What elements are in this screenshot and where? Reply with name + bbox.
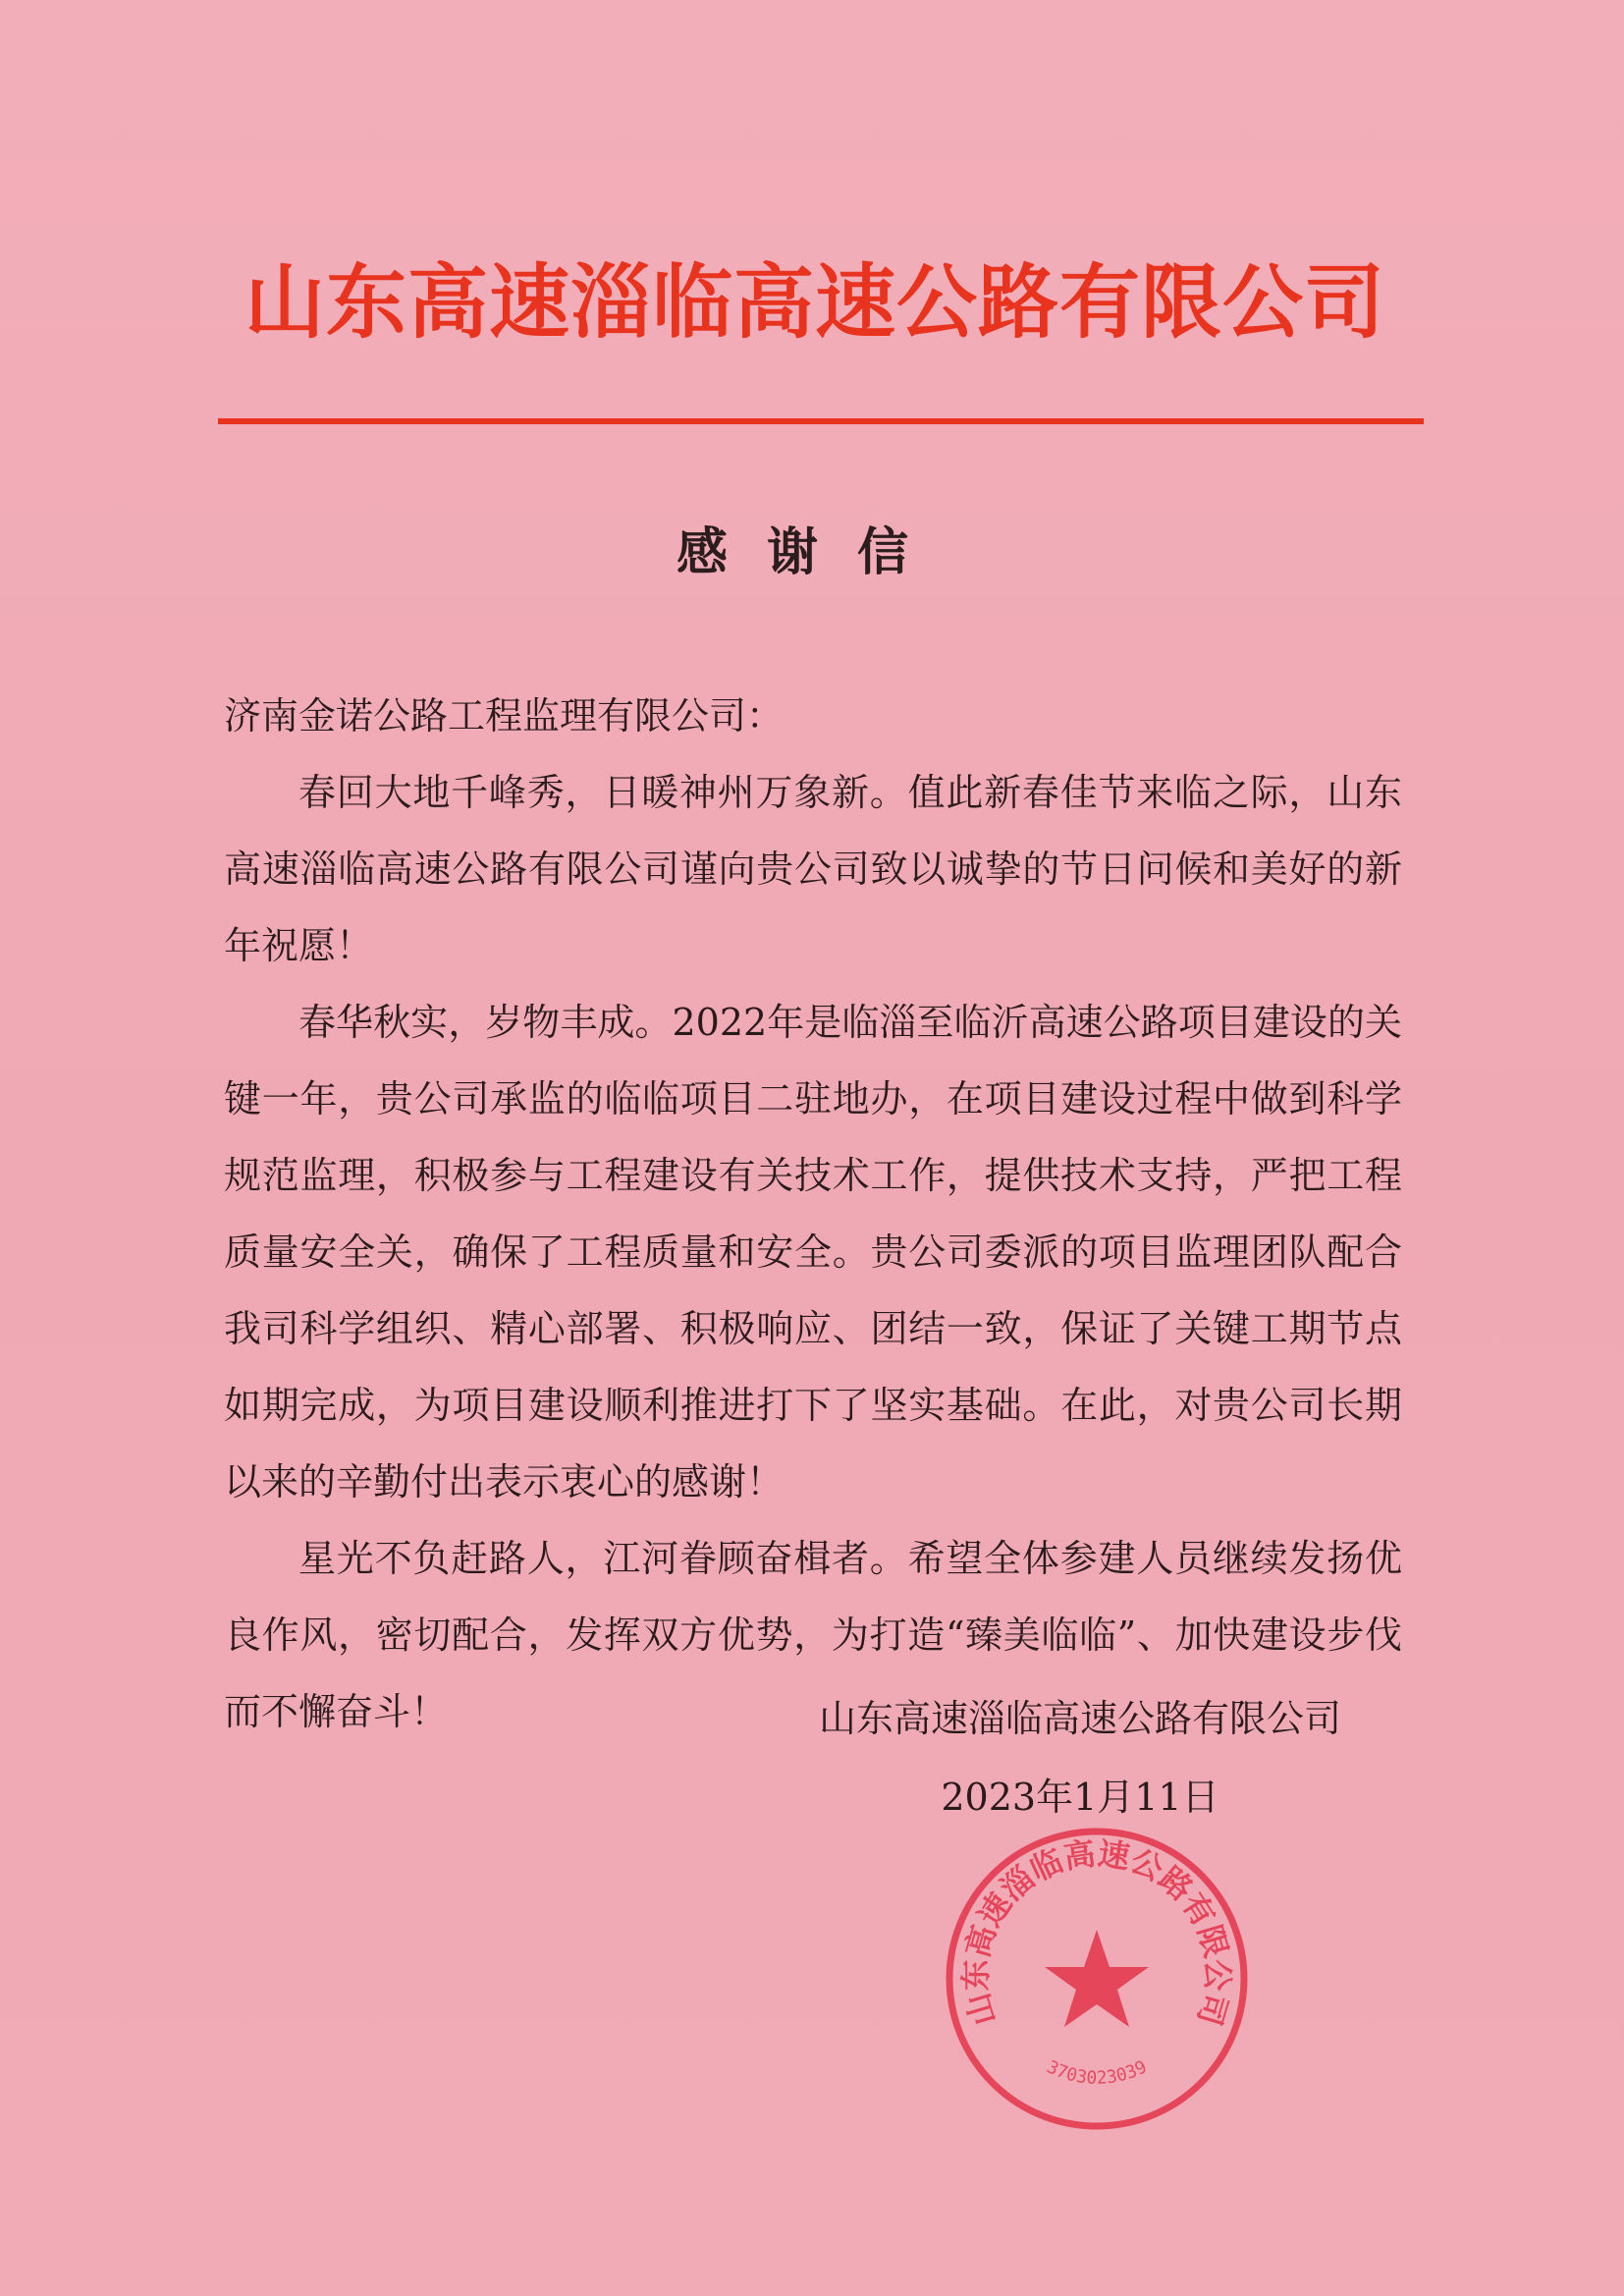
company-seal-icon bbox=[935, 1817, 1259, 2141]
signature-date: 2023年1月11日 bbox=[941, 1776, 1219, 1819]
paragraph-3: 星光不负赶路人，江河眷顾奋楫者。希望全体参建人员继续发扬优良作风，密切配合，发挥双方优势，为打造“臻美临临”、加快建设步伐而不懈奋斗！ bbox=[224, 1537, 1402, 1733]
letterhead-red-rule bbox=[218, 418, 1424, 424]
svg-text:3703023039 bbox=[1044, 2056, 1151, 2089]
letter-title: 感谢信 bbox=[676, 523, 947, 582]
signature-block bbox=[776, 1679, 1384, 1836]
paragraph-2: 春华秋实，岁物丰成。2022年是临淄至临沂高速公路项目建设的关键一年，贵公司承监的临临项目二驻地办，在项目建设过程中做到科学规范监理，积极参与工程建设有关技术工作，提供技术支持，严把工程质量安全关，确保了工程质量和安全。贵公司委派的项目监理团队配合我司科学组织、精心部署、积极响应、团结一致，保证了关键工期节点如期完成，为项目建设顺利推进打下了坚实基础。在此，对贵公司长期以来的辛勤付出表示衷心的感谢！ bbox=[224, 1001, 1402, 1503]
seal-text: 山东高速淄临高速公路有限公司 bbox=[956, 1834, 1237, 2030]
letterhead-company-name: 山东高速淄临高速公路有限公司 bbox=[244, 256, 1385, 350]
salutation: 济南金诺公路工程监理有限公司： bbox=[224, 694, 785, 738]
seal-code: 3703023039 bbox=[1043, 2056, 1151, 2089]
paragraph-1: 春回大地千峰秀，日暖神州万象新。值此新春佳节来临之际，山东高速淄临高速公路有限公司谨向贵公司致以诚挚的节日问候和美好的新年祝愿！ bbox=[224, 771, 1402, 967]
letter-body bbox=[224, 678, 1402, 1750]
signature-company: 山东高速淄临高速公路有限公司 bbox=[818, 1697, 1341, 1740]
